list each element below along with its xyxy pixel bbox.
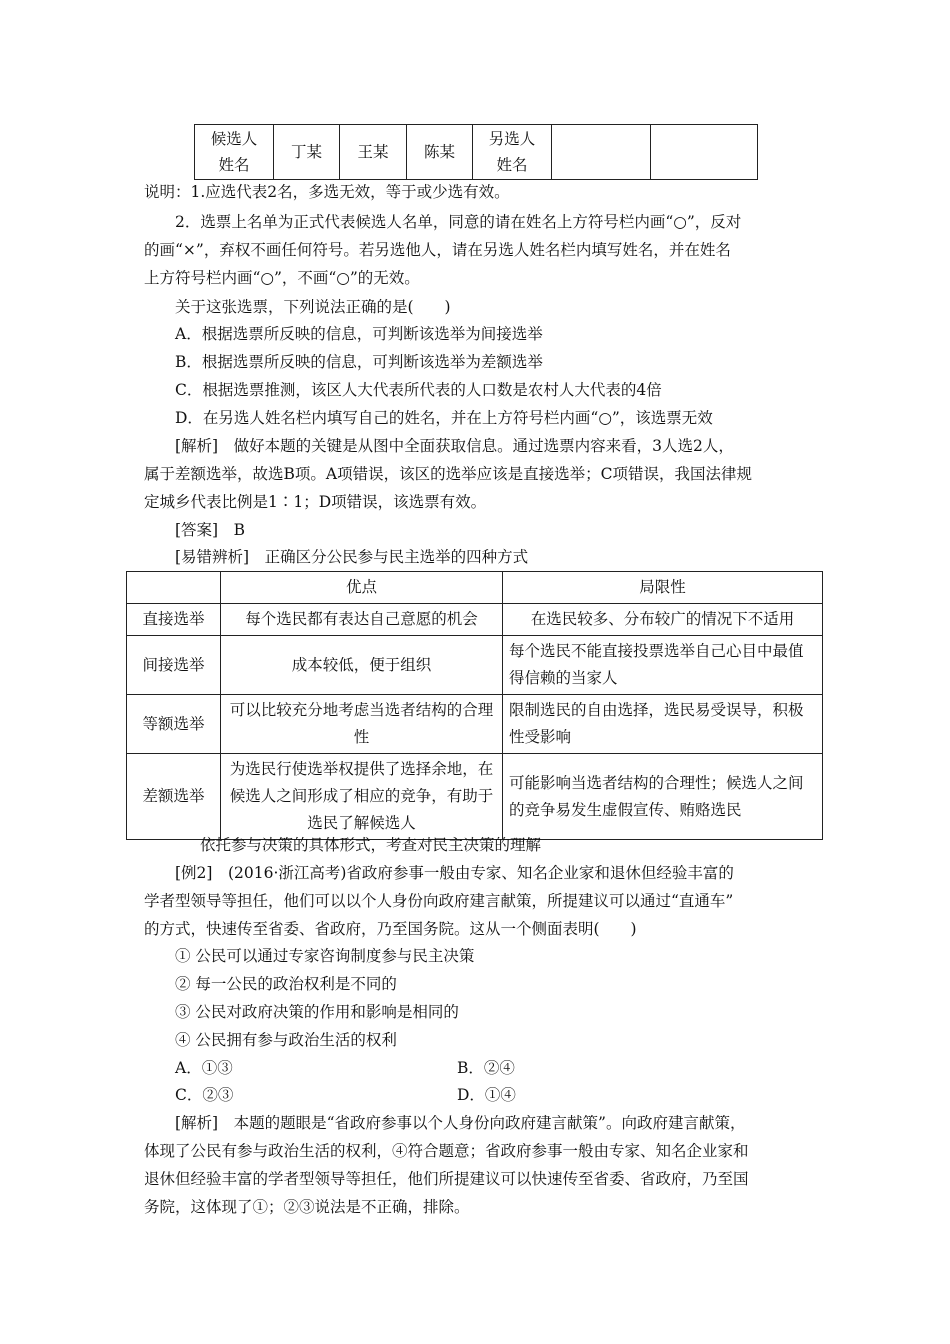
row-pro: 为选民行使选举权提供了选择余地，在候选人之间形成了相应的竞争，有助于选民了解候选人 — [221, 754, 503, 840]
choice-c: C．②③ — [175, 1086, 234, 1104]
comparison-table — [126, 571, 823, 840]
table-row — [127, 604, 823, 636]
ballot-cell-wang: 王某 — [340, 125, 407, 180]
question-stem: 关于这张选票，下列说法正确的是( ) — [175, 298, 451, 316]
analysis-line-2: 属于差额选举，故选B项。A项错误，该区的选举应该是直接选举；C项错误，我国法律规 — [144, 465, 752, 483]
analysis2-line-1: [解析] 本题的题眼是“省政府参事以个人身份向政府建言献策”。向政府建言献策， — [175, 1114, 746, 1132]
option-c: C．根据选票推测，该区人大代表所代表的人口数是农村人大代表的4倍 — [175, 381, 662, 399]
table-header-row — [127, 572, 823, 604]
analysis2-line-4: 务院，这体现了①；②③说法是不正确，排除。 — [144, 1198, 470, 1216]
row-name: 差额选举 — [127, 754, 221, 840]
analysis2-line-2: 体现了公民有参与政治生活的权利，④符合题意；省政府参事一般由专家、知名企业家和 — [144, 1142, 749, 1160]
example-line-1: [例2] (2016·浙江高考)省政府参事一般由专家、知名企业家和退休但经验丰富的 — [175, 864, 734, 882]
choice-b: B．②④ — [457, 1059, 515, 1077]
ballot-header-text: 另选人 — [488, 130, 536, 148]
ballot-cell-other-name — [473, 125, 552, 180]
table-row — [127, 695, 823, 754]
statement-4: ④ 公民拥有参与政治生活的权利 — [175, 1031, 397, 1049]
ballot-note-2-line-3: 上方符号栏内画“○”，不画“○”的无效。 — [144, 269, 420, 287]
mistake-heading: [易错辨析] 正确区分公民参与民主选举的四种方式 — [175, 548, 529, 566]
header-cons: 局限性 — [503, 572, 823, 604]
ballot-cell-empty-1 — [552, 125, 651, 180]
row-pro: 可以比较充分地考虑当选者结构的合理性 — [221, 695, 503, 754]
choice-d: D．①④ — [457, 1086, 516, 1104]
ballot-note-2-line-1: 2．选票上名单为正式代表候选人名单，同意的请在姓名上方符号栏内画“○”，反对 — [175, 213, 742, 231]
example-line-2: 学者型领导等担任，他们可以以个人身份向政府建言献策，所提建议可以通过“直通车” — [144, 892, 734, 910]
ballot-table — [194, 124, 758, 180]
row-con: 每个选民不能直接投票选举自己心目中最值得信赖的当家人 — [503, 636, 823, 695]
ballot-header-text: 候选人 — [210, 130, 258, 148]
section-heading: 依托参与决策的具体形式，考查对民主决策的理解 — [200, 836, 542, 854]
option-d: D．在另选人姓名栏内填写自己的姓名，并在上方符号栏内画“○”，该选票无效 — [175, 409, 713, 427]
statement-3: ③ 公民对政府决策的作用和影响是相同的 — [175, 1003, 459, 1021]
table-row — [127, 754, 823, 840]
header-pros: 优点 — [221, 572, 503, 604]
analysis-line-3: 定城乡代表比例是1∶1；D项错误，该选票有效。 — [144, 493, 487, 511]
analysis-line-1: [解析] 做好本题的关键是从图中全面获取信息。通过选票内容来看，3人选2人， — [175, 437, 734, 455]
analysis2-line-3: 退休但经验丰富的学者型领导等担任，他们所提建议可以快速传至省委、省政府，乃至国 — [144, 1170, 749, 1188]
header-blank — [127, 572, 221, 604]
statement-2: ② 每一公民的政治权利是不同的 — [175, 975, 397, 993]
row-pro: 成本较低，便于组织 — [221, 636, 503, 695]
ballot-cell-chen: 陈某 — [407, 125, 473, 180]
ballot-cell-candidate-name — [195, 125, 274, 180]
ballot-header-text: 姓名 — [496, 156, 528, 174]
ballot-note-2-line-2: 的画“×”，弃权不画任何符号。若另选他人，请在另选人姓名栏内填写姓名，并在姓名 — [144, 241, 731, 259]
row-name: 间接选举 — [127, 636, 221, 695]
answer-line: [答案] B — [175, 521, 245, 539]
ballot-row — [195, 125, 758, 180]
row-con: 可能影响当选者结构的合理性；候选人之间的竞争易发生虚假宣传、贿赂选民 — [503, 754, 823, 840]
statement-1: ① 公民可以通过专家咨询制度参与民主决策 — [175, 947, 475, 965]
option-b: B．根据选票所反映的信息，可判断该选举为差额选举 — [175, 353, 543, 371]
option-a: A．根据选票所反映的信息，可判断该选举为间接选举 — [175, 325, 543, 343]
ballot-cell-empty-2 — [651, 125, 758, 180]
table-row — [127, 636, 823, 695]
choice-a: A．①③ — [175, 1059, 233, 1077]
ballot-header-text: 姓名 — [218, 156, 250, 174]
row-con: 限制选民的自由选择，选民易受误导，积极性受影响 — [503, 695, 823, 754]
row-pro: 每个选民都有表达自己意愿的机会 — [221, 604, 503, 636]
row-name: 直接选举 — [127, 604, 221, 636]
row-name: 等额选举 — [127, 695, 221, 754]
example-line-3: 的方式，快速传至省委、省政府，乃至国务院。这从一个侧面表明( ) — [144, 920, 637, 938]
ballot-note-1: 说明：1.应选代表2名，多选无效，等于或少选有效。 — [144, 183, 510, 201]
row-con: 在选民较多、分布较广的情况下不适用 — [503, 604, 823, 636]
ballot-cell-ding: 丁某 — [274, 125, 340, 180]
